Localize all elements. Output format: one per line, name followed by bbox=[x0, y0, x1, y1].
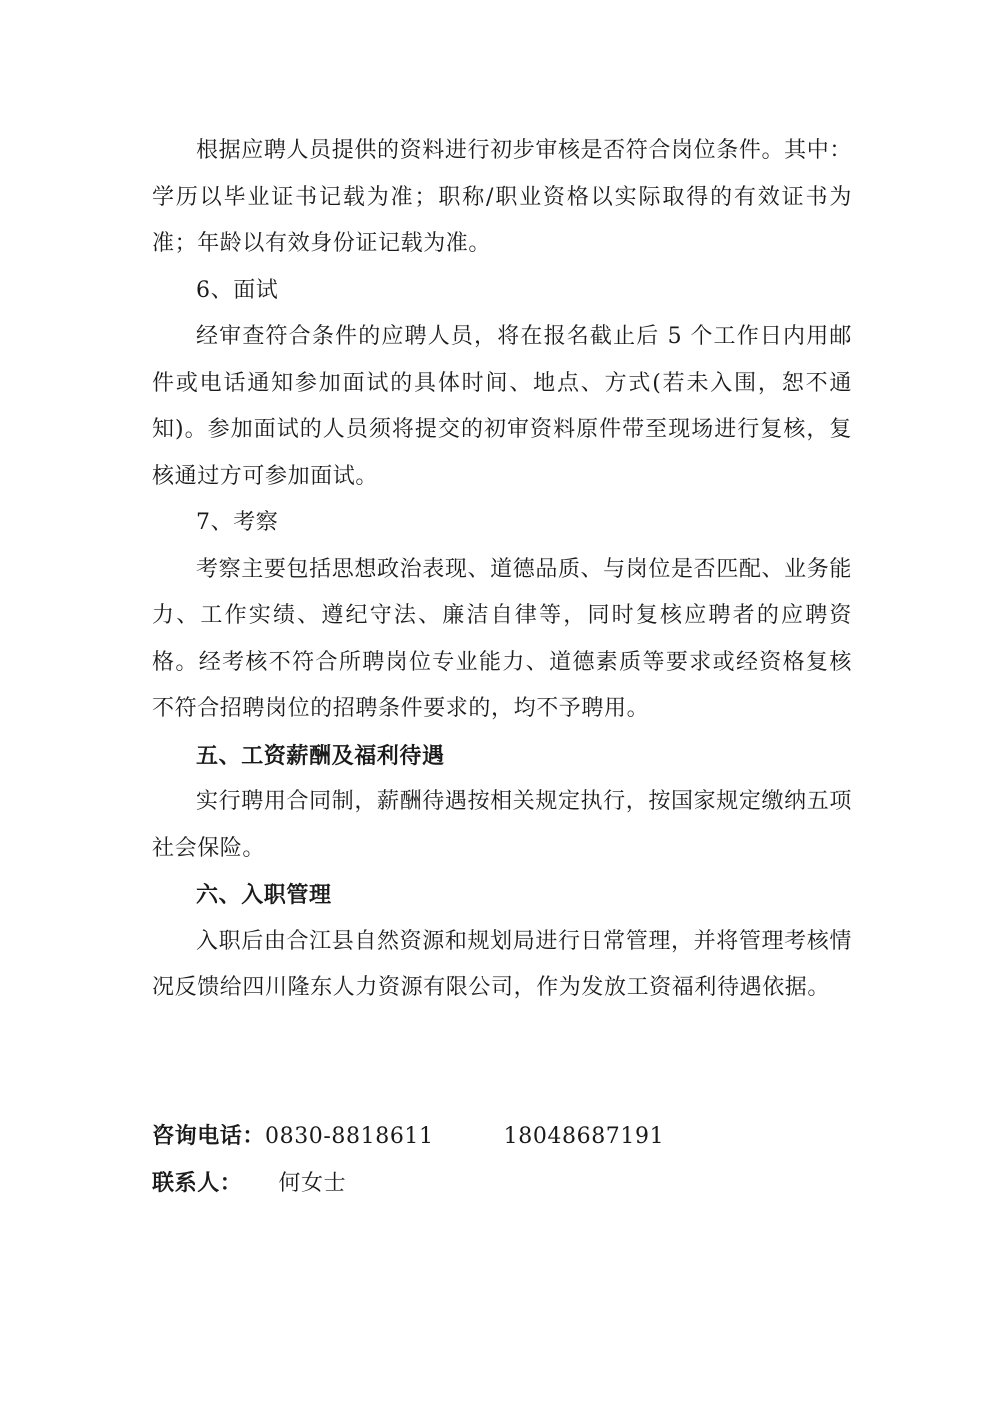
contact-phone-line bbox=[152, 1113, 852, 1160]
document-body bbox=[152, 128, 852, 1012]
contact-person-line bbox=[152, 1160, 852, 1207]
inspection-paragraph: 考察主要包括思想政治表现、道德品质、与岗位是否匹配、业务能力、工作实绩、遵纪守法、廉洁自律等，同时复核应聘者的应聘资格。经考核不符合所聘岗位专业能力、道德素质等要求或经资格复核不符合招聘岗位的招聘条件要求的，均不予聘用。 bbox=[152, 556, 852, 721]
salary-paragraph: 实行聘用合同制，薪酬待遇按相关规定执行，按国家规定缴纳五项社会保险。 bbox=[152, 789, 852, 861]
inspection-heading: 7、考察 bbox=[196, 510, 279, 535]
review-paragraph: 根据应聘人员提供的资料进行初步审核是否符合岗位条件。其中：学历以毕业证书记载为准；职称/职业资格以实际取得的有效证书为准；年龄以有效身份证记载为准。 bbox=[152, 138, 852, 256]
phone-number-2: 18048687191 bbox=[503, 1124, 665, 1149]
person-label: 联系人： bbox=[152, 1170, 243, 1196]
onboarding-paragraph: 入职后由合江县自然资源和规划局进行日常管理，并将管理考核情况反馈给四川隆东人力资源有限公司，作为发放工资福利待遇依据。 bbox=[152, 928, 852, 1000]
onboarding-heading: 六、入职管理 bbox=[196, 882, 332, 908]
phone-label: 咨询电话： bbox=[152, 1123, 266, 1149]
person-name: 何女士 bbox=[278, 1171, 347, 1196]
phone-number-1: 0830-8818611 bbox=[265, 1124, 434, 1149]
interview-paragraph: 经审查符合条件的应聘人员，将在报名截止后 5 个工作日内用邮件或电话通知参加面试的具体时间、地点、方式(若未入围，恕不通知)。参加面试的人员须将提交的初审资料原件带至现场进行复核，复核通过方可参加面试。 bbox=[152, 324, 852, 489]
salary-heading: 五、工资薪酬及福利待遇 bbox=[196, 742, 445, 769]
interview-heading: 6、面试 bbox=[196, 277, 279, 303]
